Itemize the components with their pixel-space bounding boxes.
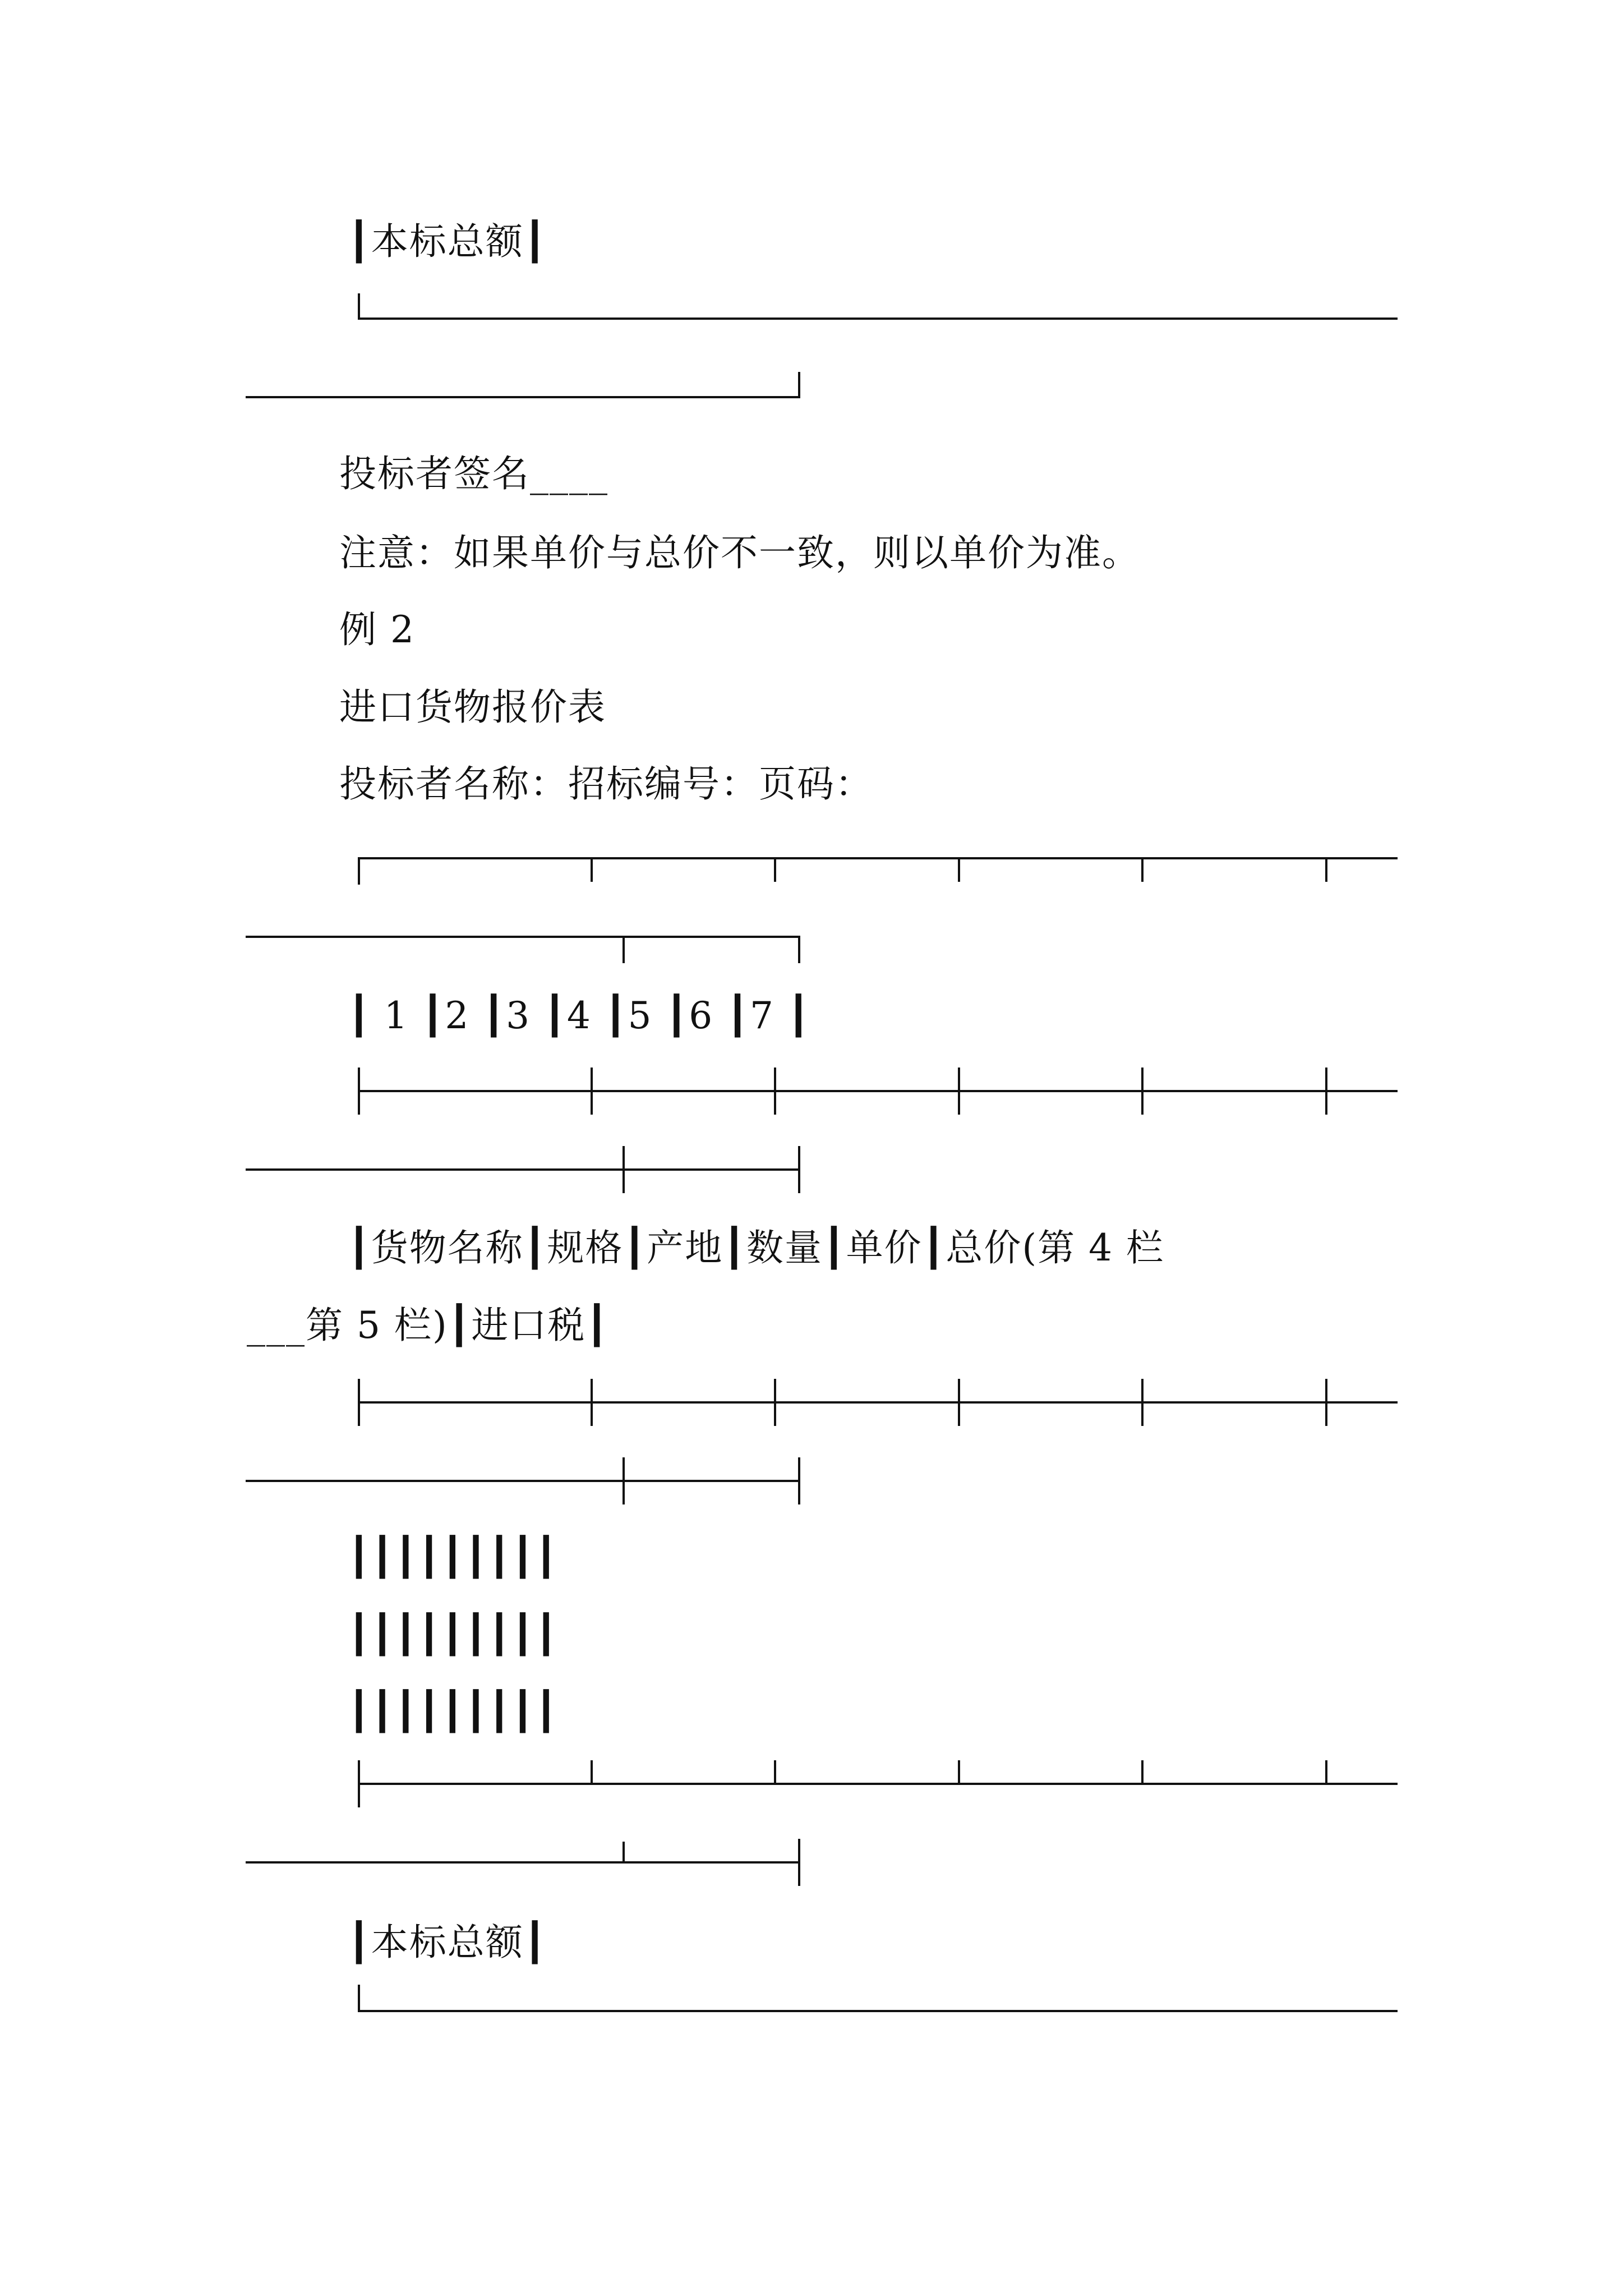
example-label: 例 2 xyxy=(339,608,415,651)
top-total-row: ┃本标总额┃ xyxy=(348,220,547,263)
column-names-row: ┃货物名称┃规格┃产地┃数量┃单价┃总价(第 4 栏 xyxy=(348,1226,1165,1269)
table-title: 进口货物报价表 xyxy=(339,685,606,729)
signature-line: 投标者签名____ xyxy=(339,452,608,495)
empty-table-row: ┃┃┃┃┃┃┃┃┃ xyxy=(348,1690,559,1733)
empty-table-row: ┃┃┃┃┃┃┃┃┃ xyxy=(348,1613,559,1656)
header-fields: 投标者名称：招标编号：页码： xyxy=(339,762,873,806)
empty-table-row: ┃┃┃┃┃┃┃┃┃ xyxy=(348,1535,559,1579)
column-names-row-continued: ___第 5 栏)┃进口税┃ xyxy=(247,1304,610,1347)
bottom-total-row: ┃本标总额┃ xyxy=(348,1921,547,1964)
notice-text: 注意：如果单价与总价不一致，则以单价为准。 xyxy=(339,531,1140,574)
column-numbers-row: ┃ 1 ┃2 ┃3 ┃4 ┃5 ┃6 ┃7 ┃ xyxy=(348,994,811,1037)
